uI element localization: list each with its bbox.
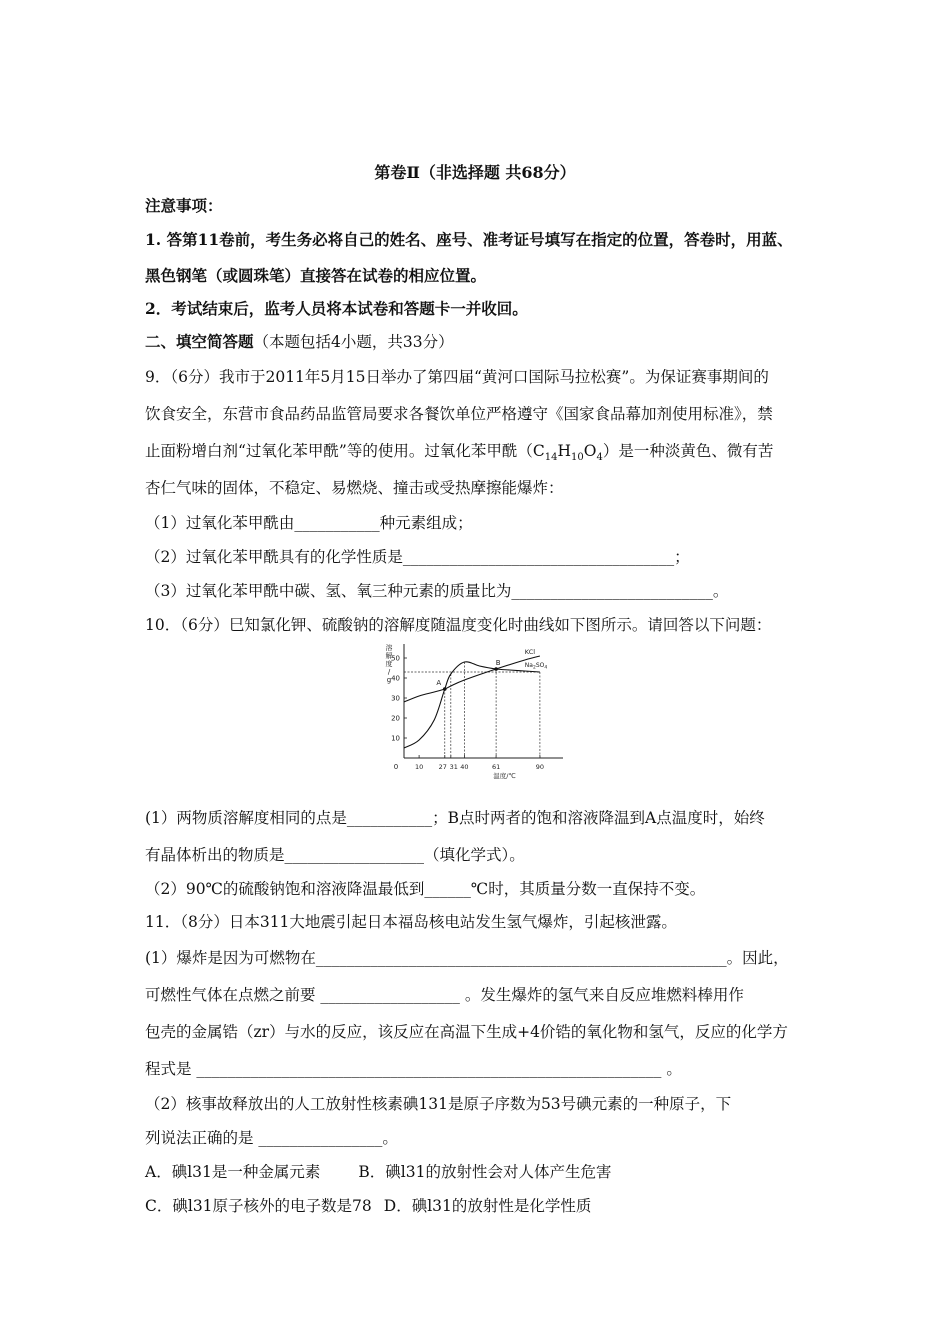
q9-sub1: 14 [544, 452, 558, 464]
q9-h: H [557, 442, 571, 460]
origin-label: 0 [393, 763, 399, 771]
y-axis-title-char: 解 [385, 652, 393, 660]
q9-1: （1）过氧化苯甲酰由___________种元素组成； [145, 514, 473, 532]
legend-na2so4-part: Na [524, 662, 533, 669]
q11-2b: 列说法正确的是 ________________。 [145, 1129, 398, 1147]
q11-1a: (1）爆炸是因为可燃物在_____________________________________________________。因此， [145, 949, 789, 967]
legend-na2so4-part: 4 [544, 665, 548, 671]
q9-line3a: 止面粉增白剂“过氧化苯甲酰”等的使用。过氧化苯甲酰（C [145, 442, 545, 460]
q11-options-ab [145, 1162, 611, 1182]
y-tick-label: 50 [391, 654, 400, 663]
y-tick-label: 30 [391, 694, 400, 703]
q11-1c: 包壳的金属锆（zr）与水的反应，该反应在高温下生成+4价锆的氧化物和氢气，反应的化学方 [145, 1023, 788, 1041]
y-axis-title-char: / [387, 668, 391, 676]
q9-3: （3）过氧化苯甲酰中碳、氢、氧三种元素的质量比为__________________________。 [145, 582, 729, 600]
notice-2: 2．考试结束后，监考人员将本试卷和答题卡一并收回。 [145, 299, 528, 318]
y-axis-title-char: 度 [385, 660, 393, 668]
notice-heading: 注意事项： [145, 196, 223, 215]
legend-na2so4-part: 2 [532, 665, 536, 671]
notice-1b: 黑色钢笔（或圆珠笔）直接答在试卷的相应位置。 [145, 266, 487, 285]
part2-note: （本题包括4小题，共33分） [253, 333, 454, 351]
q11-option-c: C．碘l31原子核外的电子数是78 [145, 1197, 372, 1215]
q11-option-d: D．碘l31的放射性是化学性质 [383, 1197, 592, 1215]
part2-heading-line [145, 332, 454, 352]
part2-heading: 二、填空简答题 [145, 332, 254, 351]
notice-1a: 1. 答第11卷前，考生务必将自己的姓名、座号、准考证号填写在指定的位置，答卷时，用蓝、 [145, 230, 793, 249]
q9-line2: 饮食安全，东营市食品药品监管局要求各餐饮单位严格遵守《国家食品幕加剂使用标准》，禁 [145, 405, 773, 423]
q9-sub3: 4 [596, 452, 603, 464]
x-axis-title: 温度/℃ [493, 772, 516, 780]
q9-sub2: 10 [570, 452, 584, 464]
q9-line3b: ）是一种淡黄色、微有苦 [602, 442, 774, 460]
q9-line1: 9．（6分）我市于2011年5月15日举办了第四届“黄河口国际马拉松赛”。为保证赛事期间的 [145, 368, 769, 386]
q11-options-cd [145, 1196, 591, 1216]
x-tick-label: 31 [449, 763, 458, 771]
x-tick-label: 90 [535, 763, 545, 771]
q9-2: （2）过氧化苯甲酰具有的化学性质是___________________________________； [145, 548, 690, 566]
q10-1b: 有晶体析出的物质是__________________（填化学式）。 [145, 846, 525, 864]
q11-option-b: B．碘l31的放射性会对人体产生危害 [358, 1163, 612, 1181]
x-tick-label: 61 [491, 763, 501, 771]
x-tick-label: 10 [414, 763, 424, 771]
q11-2a: （2）核事故释放出的人工放射性核素碘131是原子序数为53号碘元素的一种原子，下 [145, 1095, 732, 1113]
na2so4-curve [404, 662, 540, 748]
q9-line4: 杏仁气味的固体，不稳定、易燃烧、撞击或受热摩擦能爆炸： [145, 479, 564, 497]
y-tick-label: 40 [391, 674, 400, 683]
q9-line3 [145, 441, 773, 468]
solubility-chart [380, 640, 570, 784]
y-axis-title-char: 溶 [385, 644, 393, 652]
legend-na2so4-part: SO [535, 662, 545, 669]
x-tick-label: 40 [460, 763, 469, 771]
q10-1a: (1）两物质溶解度相同的点是___________；B点时两者的饱和溶液降温到A点温度时，始终 [145, 809, 765, 827]
section-title: 第卷Ⅱ（非选择题 共68分） [374, 163, 576, 182]
q11-1b: 可燃性气体在点燃之前要 __________________ 。发生爆炸的氢气来自反应堆燃料棒用作 [145, 986, 744, 1004]
q9-o: O [583, 442, 597, 460]
legend-kcl: KCl [524, 648, 536, 656]
solubility-chart-svg [380, 640, 570, 780]
q11-1d: 程式是 ____________________________________________________________ 。 [145, 1060, 682, 1078]
q11-line1: 11．（8分）日本311大地震引起日本福岛核电站发生氢气爆炸，引起核泄露。 [145, 913, 677, 931]
q10-2: （2）90℃的硫酸钠饱和溶液降温最低到______℃时，其质量分数一直保持不变。 [145, 880, 706, 898]
y-tick-label: 20 [391, 714, 400, 723]
point-label-a: A [436, 679, 442, 687]
point-label-b: B [495, 659, 501, 667]
y-axis-title-char: g [386, 676, 392, 684]
x-tick-label: 27 [438, 763, 447, 771]
point-b [494, 667, 498, 671]
y-tick-label: 10 [391, 734, 400, 743]
q10-line1: 10．（6分）巳知氯化钾、硫酸钠的溶解度随温度变化时曲线如下图所示。请回答以下问题： [145, 616, 772, 634]
q11-option-a: A．碘l31是一种金属元素 [145, 1163, 321, 1181]
legend-na2so4 [525, 662, 548, 671]
point-a [443, 687, 447, 691]
